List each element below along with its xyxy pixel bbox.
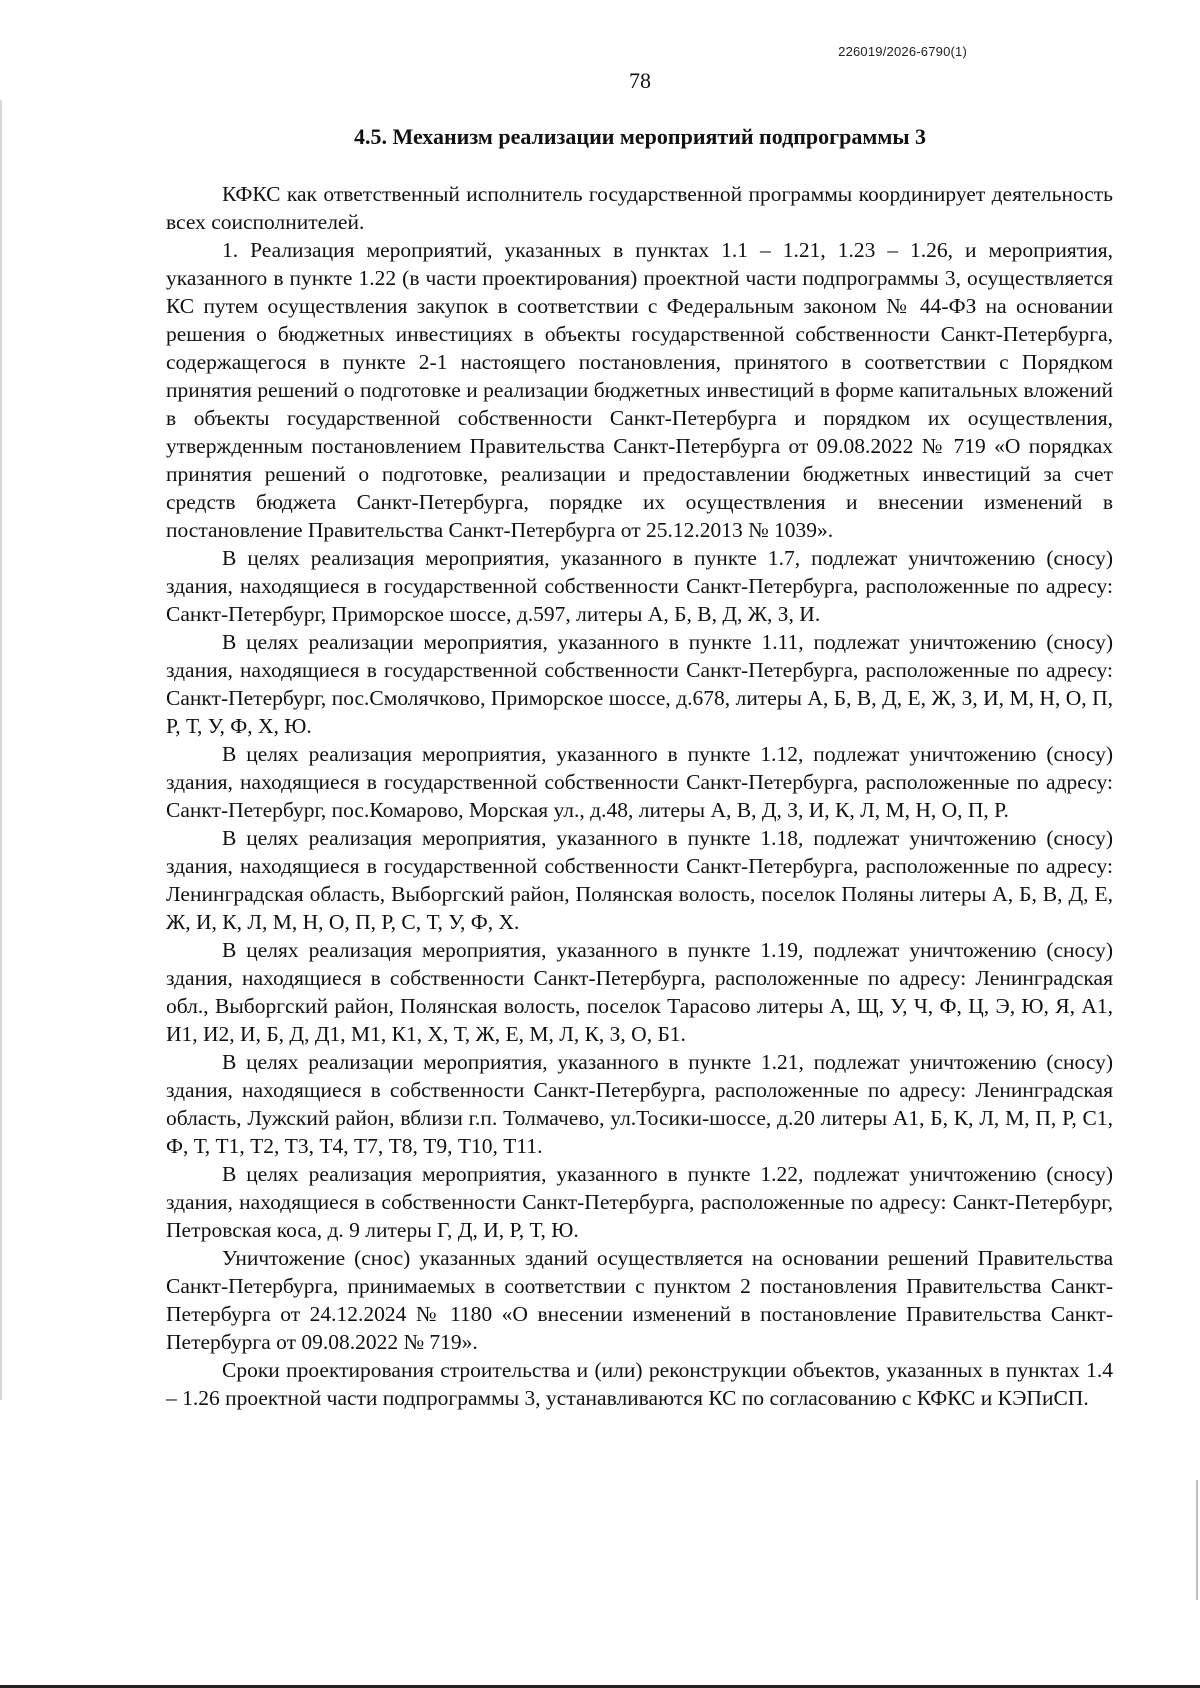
- paragraph-item-1-11: В целях реализации мероприятия, указанного в пункте 1.11, подлежат уничтожению (сносу) здания, находящиеся в государственной собственности Санкт-Петербурга, расположенные по адресу: Санкт-Петербург, пос.Смолячково, Приморское шоссе, д.678, литеры А, Б, В, Д, Е, Ж, З, И, М, Н, О, П, Р, Т, У, Ф, Х, Ю.: [166, 630, 1113, 738]
- paragraph-item-1-19: В целях реализация мероприятия, указанного в пункте 1.19, подлежат уничтожению (сносу) здания, находящиеся в собственности Санкт-Петербурга, расположенные по адресу: Ленинградская обл., Выборгский район, Полянская волость, поселок Тарасово литеры А, Щ, У, Ч, Ф, Ц, Э, Ю, Я, А1, И1, И2, И, Б, Д, Д1, М1, К1, Х, Т, Ж, Е, М, Л, К, З, О, Б1.: [166, 938, 1113, 1046]
- paragraph-item-1-12: В целях реализация мероприятия, указанного в пункте 1.12, подлежат уничтожению (сносу) здания, находящиеся в государственной собственности Санкт-Петербурга, расположенные по адресу: Санкт-Петербург, пос.Комарово, Морская ул., д.48, литеры А, В, Д, З, И, К, Л, М, Н, О, П, Р.: [166, 742, 1113, 822]
- paragraph-item-1-21: В целях реализации мероприятия, указанного в пункте 1.21, подлежат уничтожению (сносу) здания, находящиеся в собственности Санкт-Петербурга, расположенные по адресу: Ленинградская область, Лужский район, вблизи г.п. Толмачево, ул.Тосики-шоссе, д.20 литеры А1, Б, К, Л, М, П, Р, С1, Ф, Т, Т1, Т2, Т3, Т4, Т7, Т8, Т9, Т10, Т11.: [166, 1050, 1113, 1158]
- paragraph-coordination: КФКС как ответственный исполнитель государственной программы координирует деятельность всех соисполнителей.: [166, 182, 1113, 234]
- scan-edge-left: [0, 100, 2, 1400]
- paragraph-item-1-7: В целях реализация мероприятия, указанного в пункте 1.7, подлежат уничтожению (сносу) здания, находящиеся в государственной собственности Санкт-Петербурга, расположенные по адресу: Санкт-Петербург, Приморское шоссе, д.597, литеры А, Б, В, Д, Ж, З, И.: [166, 546, 1113, 626]
- paragraph-demolition-basis: Уничтожение (снос) указанных зданий осуществляется на основании решений Правительства Санкт-Петербурга, принимаемых в соответствии с пунктом 2 постановления Правительства Санкт-Петербурга от 24.12.2024 № 1180 «О внесении изменений в постановление Правительства Санкт-Петербурга от 09.08.2022 № 719».: [166, 1246, 1113, 1354]
- scan-edge-right: [1196, 1480, 1198, 1600]
- paragraph-item-1-18: В целях реализация мероприятия, указанного в пункте 1.18, подлежат уничтожению (сносу) здания, находящиеся в государственной собственности Санкт-Петербурга, расположенные по адресу: Ленинградская область, Выборгский район, Полянская волость, поселок Поляны литеры А, Б, В, Д, Е, Ж, И, К, Л, М, Н, О, П, Р, С, Т, У, Ф, Х.: [166, 826, 1113, 934]
- page-number: 78: [629, 68, 651, 93]
- paragraph-implementation: 1. Реализация мероприятий, указанных в пунктах 1.1 – 1.21, 1.23 – 1.26, и мероприятия, указанного в пункте 1.22 (в части проектирования) проектной части подпрограммы 3, осуществляется КС путем осуществления закупок в соответствии с Федеральным законом № 44-ФЗ на основании решения о бюджетных инвестициях в объекты государственной собственности Санкт-Петербурга, содержащегося в пункте 2-1 настоящего постановления, принятого в соответствии с Порядком принятия решений о подготовке и реализации бюджетных инвестиций в форме капитальных вложений в объекты государственной собственности Санкт-Петербурга и порядком их осуществления, утвержденным постановлением Правительства Санкт-Петербурга от 09.08.2022 № 719 «О порядках принятия решений о подготовке, реализации и предоставлении бюджетных инвестиций за счет средств бюджета Санкт-Петербурга, порядке их осуществления и внесении изменений в постановление Правительства Санкт-Петербурга от 25.12.2013 № 1039».: [166, 238, 1113, 542]
- paragraph-design-terms: Сроки проектирования строительства и (или) реконструкции объектов, указанных в пунктах 1.4 – 1.26 проектной части подпрограммы 3, устанавливаются КС по согласованию с КФКС и КЭПиСП.: [166, 1358, 1113, 1410]
- document-body: [166, 180, 1113, 1412]
- document-id: 226019/2026-6790(1): [838, 44, 967, 59]
- section-title: 4.5. Механизм реализации мероприятий подпрограммы 3: [353, 124, 927, 149]
- paragraph-item-1-22: В целях реализация мероприятия, указанного в пункте 1.22, подлежат уничтожению (сносу) здания, находящиеся в собственности Санкт-Петербурга, расположенные по адресу: Санкт-Петербург, Петровская коса, д. 9 литеры Г, Д, И, Р, Т, Ю.: [166, 1162, 1113, 1242]
